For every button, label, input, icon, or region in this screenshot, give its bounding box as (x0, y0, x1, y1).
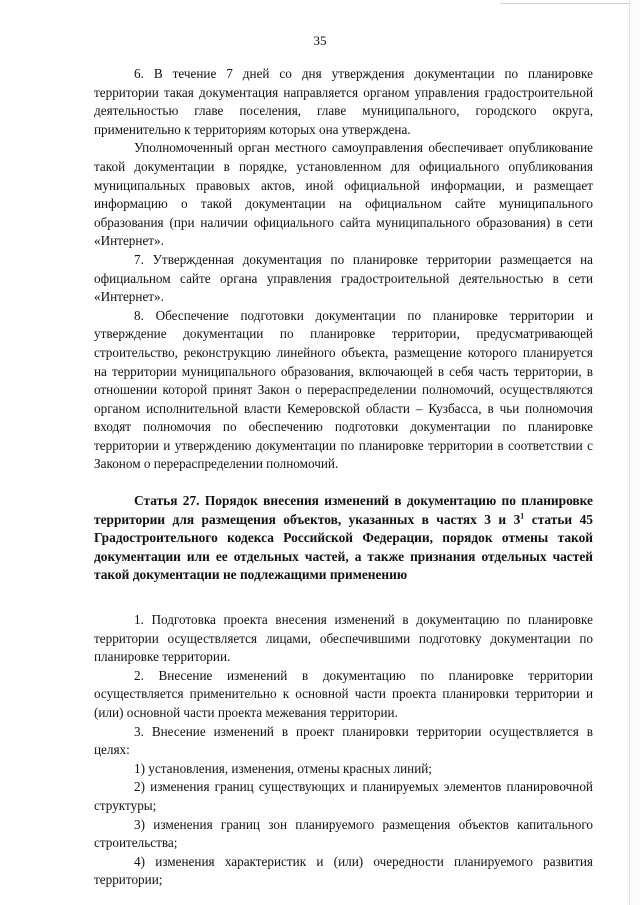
paragraph-6-publication: Уполномоченный орган местного самоуправления обеспечивает опубликование такой документации в порядке, установленном для официального опубликования муниципальных правовых актов, иной официальной информации, и размещает информацию о такой документации на официальном сайте муниципального образования (при наличии официального сайта муниципального образования) в сети «Интернет». (94, 140, 593, 249)
heading-text-part1: Статья 27. Порядок внесения изменений в документацию по планировке территории для размещения объектов, указанных в частях 3 и 3 (94, 493, 593, 527)
heading-superscript: 1 (520, 511, 525, 521)
article-27-heading (94, 492, 593, 585)
subitem-4: 4) изменения характеристик и (или) очередности планируемого развития территории; (94, 853, 593, 888)
page-number: 35 (313, 33, 327, 48)
paragraph-7: 7. Утвержденная документация по планировке территории размещается на официальном сайте органа управления градостроительной деятельностью в сети «Интернет». (94, 251, 593, 305)
subitem-2: 2) изменения границ существующих и планируемых элементов планировочной структуры; (94, 779, 593, 813)
scan-top-line (500, 3, 630, 4)
article-27-item-3: 3. Внесение изменений в проект планировки территории осуществляется в целях: (94, 723, 593, 758)
heading-text-part2: статьи 45 Градостроительного кодекса Российской Федерации, порядок отмены такой документации или ее отдельных частей, а также признания отдельных частей такой документации не подлежащими применению (94, 511, 593, 583)
article-27-item-1: 1. Подготовка проекта внесения изменений в документацию по планировке территории осуществляется лицами, обеспечившими подготовку документации по планировке территории. (94, 612, 593, 665)
subitem-3: 3) изменения границ зон планируемого размещения объектов капитального строительства; (94, 816, 593, 851)
document-body (94, 65, 593, 890)
paragraph-8: 8. Обеспечение подготовки документации по планировке территории и утверждение документации по планировке территории, предусматривающей строительство, реконструкцию линейного объекта, размещение которого планируется на территории муниципального образования, включающей в себя часть территории, в отношении которой принят Закон о перераспределении полномочий, осуществляются органом исполнительной власти Кемеровской области – Кузбасса, в чьи полномочия входят полномочия по обеспечению подготовки документации по планировке территории и утверждению документации по планировке территории в соответствии с Законом о перераспределении полномочий. (94, 307, 593, 472)
article-27-item-2: 2. Внесение изменений в документацию по планировке территории осуществляется применительно к основной части проекта планировки территории и (или) основной части проекта межевания территории. (94, 667, 593, 720)
paragraph-6: 6. В течение 7 дней со дня утверждения документации по планировке территории такая документация направляется органом управления градостроительной деятельностью главе поселения, главе муниципального, городского округа, применительно к территориям которых она утверждена. (94, 66, 593, 137)
subitem-1: 1) установления, изменения, отмены красных линий; (134, 760, 432, 776)
scan-page-edge (629, 0, 640, 905)
